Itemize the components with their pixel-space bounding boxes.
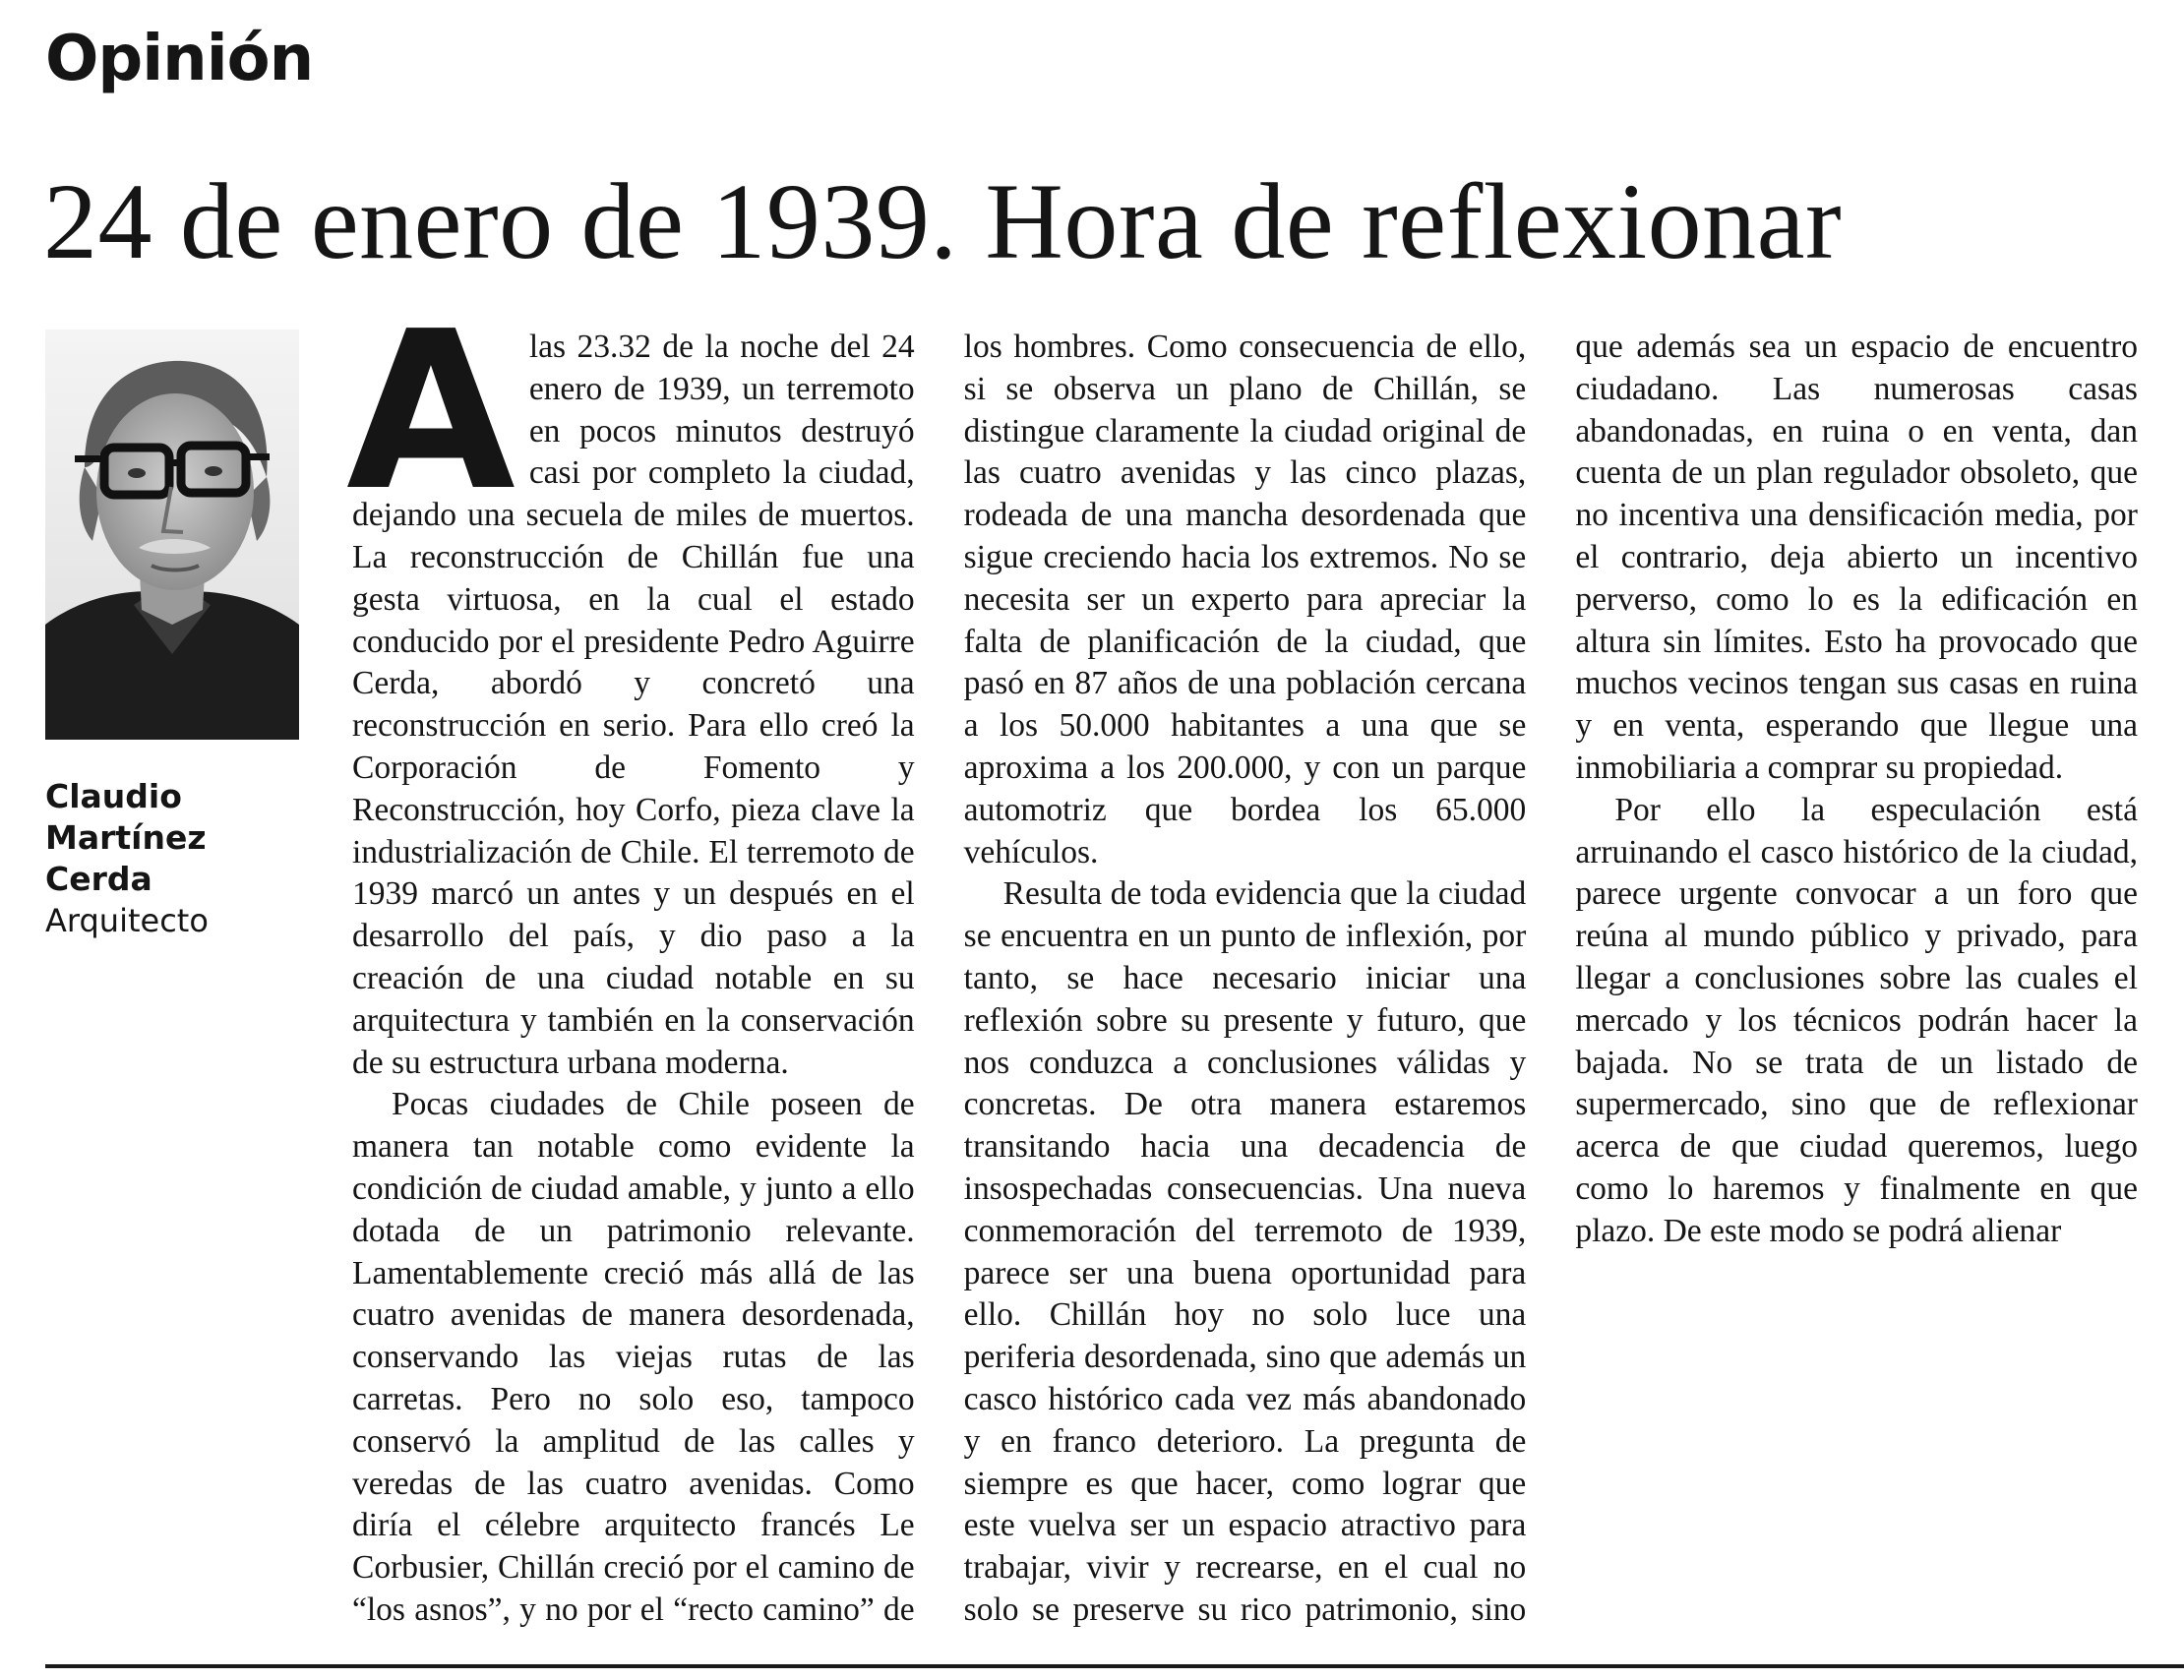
article-body — [346, 285, 2138, 1635]
author-role: Arquitecto — [45, 902, 209, 939]
author-name-line: Claudio — [45, 777, 182, 815]
author-name — [45, 776, 301, 900]
article-paragraph-text: las 23.32 de la noche del 24 enero de 1939, un terremoto en pocos minutos destruyó casi por completo la ciudad, dejando una secuela de miles de muertos. La reconstrucción de Chillán fue una gesta virtuosa, en la cual el estado conducido por el presidente Pedro Aguirre Cerda, abordó y concretó una reconstrucción en serio. Para ello creó la Corporación de Fomento y Reconstrucción, hoy Corfo, pieza clave la industrialización de Chile. El terremoto de 1939 marcó un antes y un después en el desarrollo del país, y dio paso a la creación de una ciudad notable en su arquitectura y también en la conservación de su estructura urbana moderna. — [352, 329, 915, 1081]
article-paragraph — [346, 285, 915, 1084]
author-portrait-photo — [45, 330, 299, 740]
author-name-line: Martínez — [45, 818, 207, 857]
author-name-line: Cerda — [45, 860, 152, 898]
section-label: Opinión — [45, 23, 314, 95]
article-paragraph: Resulta de toda evidencia que la ciudad se encuentra en un punto de inflexión, por tanto, se hace necesario iniciar una reflexión sobre su presente y futuro, que nos conduzca a conclusiones válidas y concretas. De otra manera estaremos transitando hacia una decadencia de insospechadas consecuencias. Una nueva conmemoración del terremoto de 1939, parece ser una buena oportunidad para ello. Chillán hoy no solo luce una periferia desordenada, sino que además un casco histórico cada vez más abandonado y en franco deterioro. La pregunta de siempre es que hacer, como lograr que este vuelva ser un espacio atractivo para trabajar, vivir y recrearse, en el cual no solo se preserve su rico patrimonio, sino que además sea un espacio de encuentro ciudadano. Las numerosas casas abandonadas, en ruina o en venta, dan cuenta de un plan regulador obsoleto, que no incentiva una densificación media, por el contrario, deja abierto un incentivo perverso, como lo es la edificación en altura sin límites. Esto ha provocado que muchos vecinos tengan sus casas en ruina y en venta, esperando que llegue una inmobiliaria a comprar su propiedad. — [963, 329, 2138, 1628]
headline: 24 de enero de 1939. Hora de reflexionar — [43, 161, 1843, 281]
article-paragraph: Por ello la especulación está arruinando el casco histórico de la ciudad, parece urgente convocar a un foro que reúna al mundo público y privado, para llegar a conclusiones sobre las cuales el mercado y los técnicos podrán hacer la bajada. No se trata de un listado de supermercado, sino que de reflexionar acerca de que ciudad queremos, luego como lo haremos y finalmente en que plazo. De este modo se podrá alienar — [1575, 791, 2138, 1249]
article-paragraph: Pocas ciudades de Chile poseen de manera tan notable como evidente la condición de ciudad amable, y junto a ello dotada de un patrimonio relevante. Lamentablemente creció más allá de las cuatro avenidas de manera desordenada, conservando las viejas rutas de las carretas. Pero no solo eso, tampoco conservó la amplitud de las calles y veredas de las cuatro avenidas. Como diría el célebre arquitecto francés Le Corbusier, Chillán creció por el camino de “los asnos”, y no por el “recto camino” de los hombres. Como consecuencia de ello, si se observa un plano de Chillán, se distingue claramente la ciudad original de las cuatro avenidas y las cinco plazas, rodeada de una mancha desordenada que sigue creciendo hacia los extremos. No se necesita ser un experto para apreciar la falta de planificación de la ciudad, que pasó en 87 años de una población cercana a los 50.000 habitantes a una que se aproxima a los 200.000, y con un parque automotriz que bordea los 65.000 vehículos. — [352, 329, 1527, 1628]
author-photo — [45, 330, 299, 740]
byline — [45, 776, 301, 941]
bottom-rule — [45, 1664, 2184, 1668]
drop-cap: A — [346, 285, 516, 539]
